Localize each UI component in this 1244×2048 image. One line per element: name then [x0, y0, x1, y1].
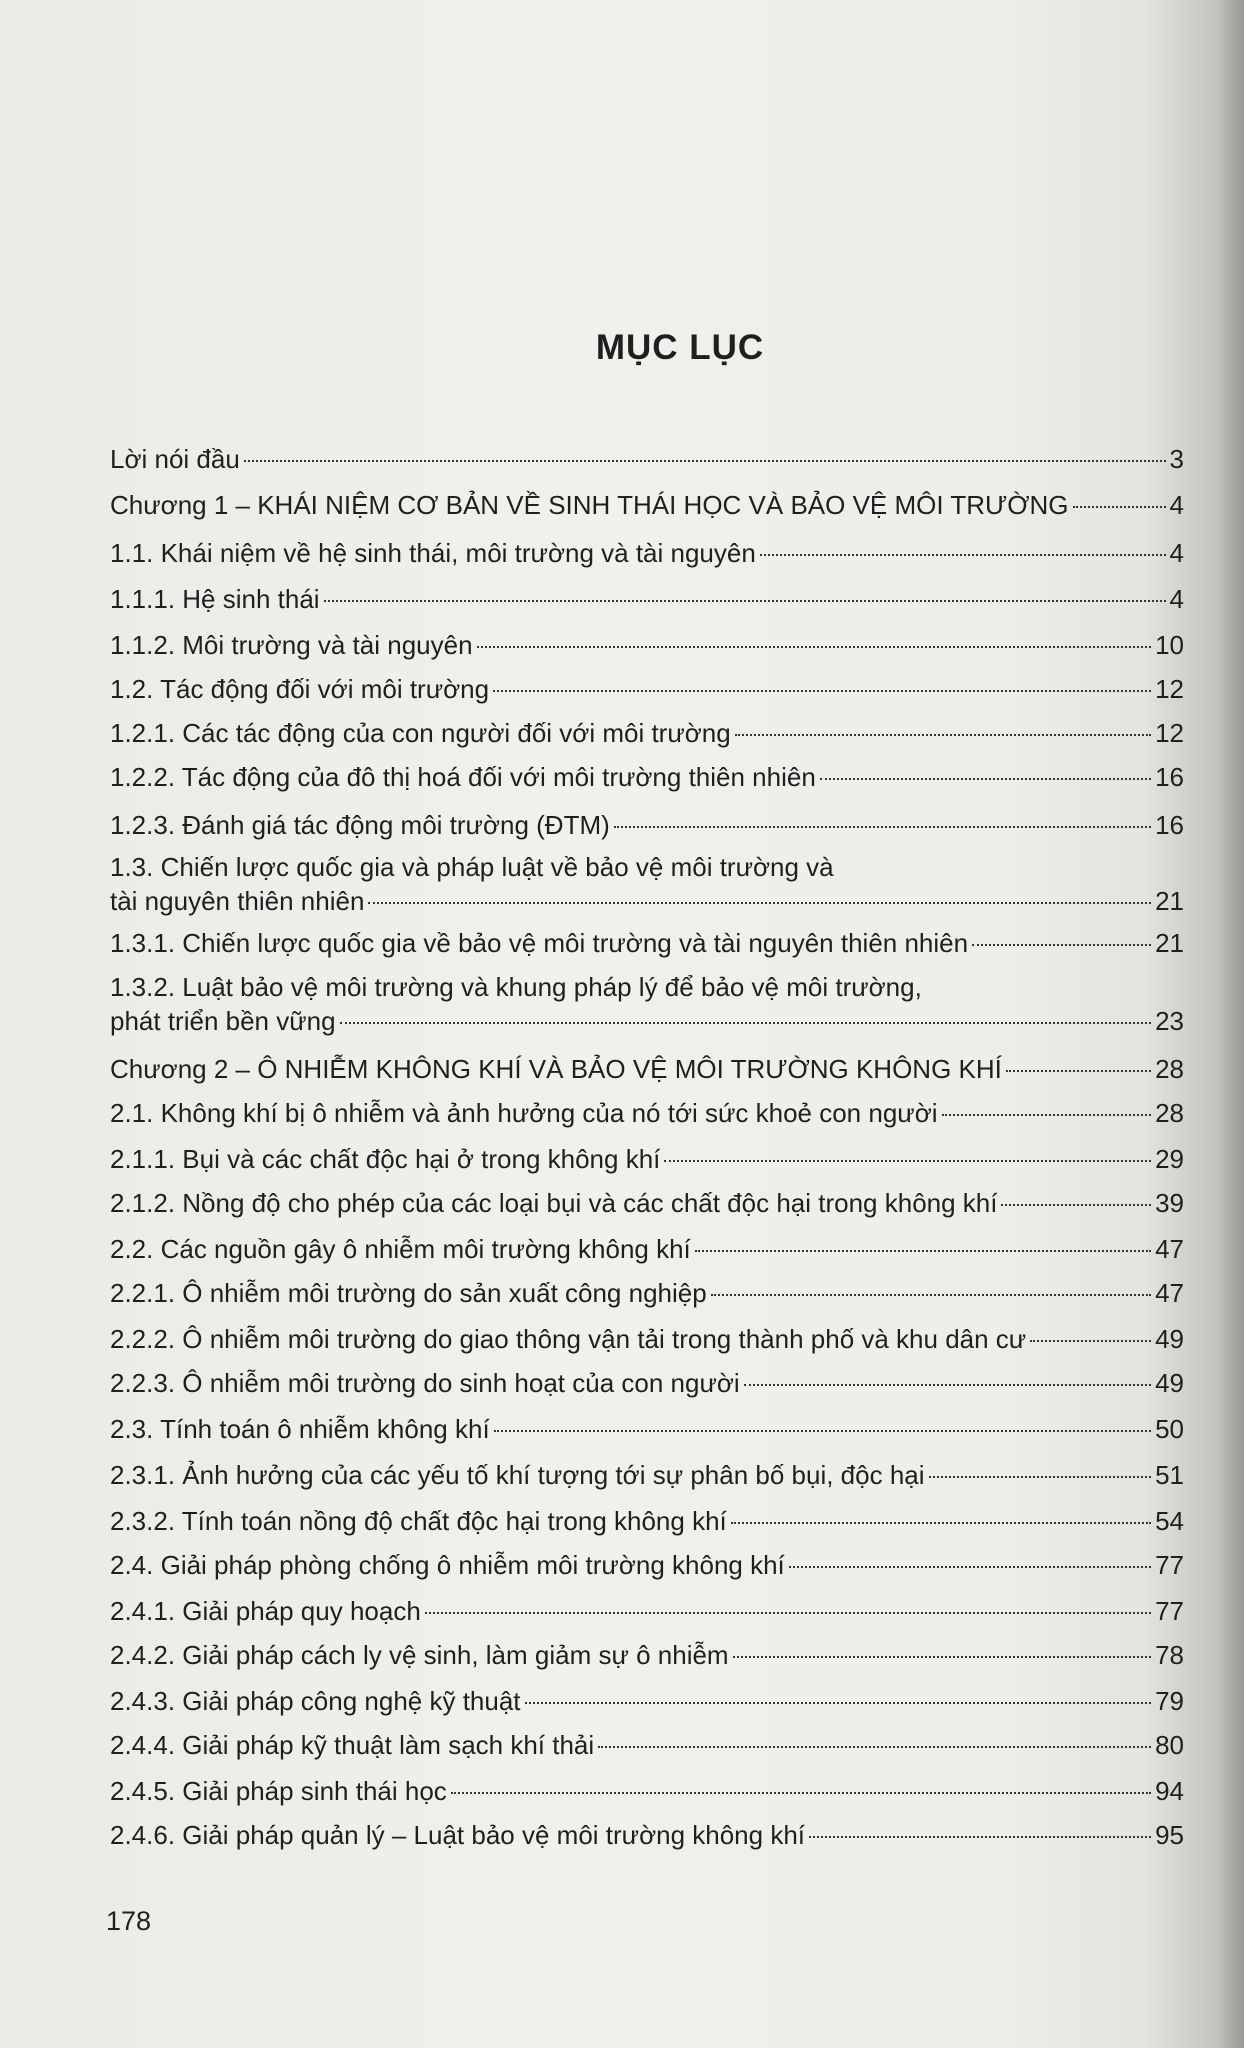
toc-entry-label: 2.3. Tính toán ô nhiễm không khí [110, 1414, 490, 1444]
toc-entry-page: 39 [1155, 1188, 1184, 1218]
dot-leader [525, 1702, 1152, 1704]
toc-entry-label: 2.1. Không khí bị ô nhiễm và ảnh hưởng của nó tới sức khoẻ con người [110, 1098, 938, 1128]
toc-entry-page: 16 [1155, 762, 1184, 792]
toc-entry-label: 1.2. Tác động đối với môi trường [110, 674, 490, 704]
dot-leader [733, 1656, 1151, 1658]
toc-entry-label: 1.2.2. Tác động của đô thị hoá đối với môi trường thiên nhiên [110, 762, 816, 792]
toc-entry-page: 23 [1155, 1006, 1184, 1036]
toc-entry-label: 2.2.3. Ô nhiễm môi trường do sinh hoạt của con người [110, 1368, 740, 1398]
toc-entry-page: 4 [1169, 490, 1184, 520]
page-title: MỤC LỤC [595, 328, 765, 367]
toc-entry-page: 49 [1155, 1368, 1184, 1398]
toc-entry-label: 2.1.1. Bụi và các chất độc hại ở trong không khí [110, 1144, 661, 1174]
dot-leader [929, 1476, 1152, 1478]
dot-leader [820, 778, 1151, 780]
dot-leader [972, 944, 1151, 946]
dot-leader [494, 1430, 1151, 1432]
dot-leader [664, 1160, 1151, 1162]
toc-entry-label: 2.3.1. Ảnh hưởng của các yếu tố khí tượng tới sự phân bố bụi, độc hại [110, 1460, 925, 1490]
toc-entry-label: 1.3.1. Chiến lược quốc gia về bảo vệ môi trường và tài nguyên thiên nhiên [110, 928, 969, 958]
toc-entry-page: 79 [1155, 1686, 1184, 1716]
toc-entry-page: 95 [1155, 1820, 1184, 1850]
dot-leader [760, 554, 1166, 556]
toc-entry-label: 1.2.1. Các tác động của con người đối với môi trường [110, 718, 731, 748]
dot-leader [695, 1250, 1151, 1252]
dot-leader [451, 1792, 1151, 1794]
toc-entry-label-continued: tài nguyên thiên nhiên [110, 886, 365, 916]
toc-entry-label: 2.4.4. Giải pháp kỹ thuật làm sạch khí thải [110, 1730, 595, 1760]
toc-entry-page: 50 [1155, 1414, 1184, 1444]
toc-entry-label-continued: phát triển bền vững [110, 1006, 336, 1036]
toc-entry-page: 16 [1155, 810, 1184, 840]
toc-entry-page: 29 [1155, 1144, 1184, 1174]
toc-entry-page: 12 [1155, 718, 1184, 748]
toc-entry-label: Chương 2 – Ô NHIỄM KHÔNG KHÍ VÀ BẢO VỆ MÔI TRƯỜNG KHÔNG KHÍ [110, 1054, 1002, 1084]
dot-leader [711, 1294, 1151, 1296]
dot-leader [493, 690, 1151, 692]
page-number: 178 [106, 1906, 152, 1936]
page-edge-shadow [1216, 0, 1244, 2048]
dot-leader [1001, 1204, 1151, 1206]
toc-entry-label: 2.4.1. Giải pháp quy hoạch [110, 1596, 421, 1626]
toc-entry-label: 1.3.2. Luật bảo vệ môi trường và khung pháp lý để bảo vệ môi trường, [110, 972, 922, 1002]
toc-entry-page: 12 [1155, 674, 1184, 704]
toc-entry-page: 28 [1155, 1054, 1184, 1084]
dot-leader [340, 1022, 1152, 1024]
toc-entry-page: 47 [1155, 1234, 1184, 1264]
dot-leader [789, 1566, 1151, 1568]
dot-leader [735, 734, 1151, 736]
toc-entry-label: 1.1.2. Môi trường và tài nguyên [110, 630, 473, 660]
toc-entry-label: 1.1.1. Hệ sinh thái [110, 584, 320, 614]
toc-entry-page: 49 [1155, 1324, 1184, 1354]
toc-entry-page: 21 [1155, 928, 1184, 958]
toc-entry-label: 2.4.3. Giải pháp công nghệ kỹ thuật [110, 1686, 521, 1716]
toc-entry-label: 2.4.5. Giải pháp sinh thái học [110, 1776, 447, 1806]
toc-entry-page: 4 [1169, 538, 1184, 568]
toc-entry-page: 77 [1155, 1596, 1184, 1626]
dot-leader [1030, 1340, 1151, 1342]
toc-entry-page: 80 [1155, 1730, 1184, 1760]
toc-entry-page: 78 [1155, 1640, 1184, 1670]
dot-leader [731, 1522, 1151, 1524]
dot-leader [244, 460, 1166, 462]
toc-entry-page: 51 [1155, 1460, 1184, 1490]
dot-leader [942, 1114, 1152, 1116]
toc-entry-label: 1.3. Chiến lược quốc gia và pháp luật về bảo vệ môi trường và [110, 852, 834, 882]
toc-entry-label: Chương 1 – KHÁI NIỆM CƠ BẢN VỀ SINH THÁI HỌC VÀ BẢO VỆ MÔI TRƯỜNG [110, 490, 1069, 520]
toc-entry-label: 2.4. Giải pháp phòng chống ô nhiễm môi trường không khí [110, 1550, 785, 1580]
toc-entry-page: 3 [1169, 444, 1184, 474]
dot-leader [1073, 506, 1166, 508]
dot-leader [744, 1384, 1151, 1386]
dot-leader [1006, 1070, 1151, 1072]
toc-entry-label: 2.2.1. Ô nhiễm môi trường do sản xuất công nghiệp [110, 1278, 707, 1308]
dot-leader [425, 1612, 1151, 1614]
toc-entry-page: 77 [1155, 1550, 1184, 1580]
toc-entry-label: 1.2.3. Đánh giá tác động môi trường (ĐTM) [110, 810, 610, 840]
toc-entry-label: 1.1. Khái niệm về hệ sinh thái, môi trường và tài nguyên [110, 538, 756, 568]
toc-entry-label: 2.2.2. Ô nhiễm môi trường do giao thông vận tải trong thành phố và khu dân cư [110, 1324, 1027, 1354]
dot-leader [368, 902, 1151, 904]
toc-entry-label: Lời nói đầu [110, 444, 240, 474]
toc-entry-label: 2.4.2. Giải pháp cách ly vệ sinh, làm giảm sự ô nhiễm [110, 1640, 729, 1670]
toc-entry-page: 28 [1155, 1098, 1184, 1128]
toc-entry-label: 2.2. Các nguồn gây ô nhiễm môi trường không khí [110, 1234, 691, 1264]
toc-entry-page: 47 [1155, 1278, 1184, 1308]
toc-entry-page: 4 [1169, 584, 1184, 614]
dot-leader [614, 826, 1151, 828]
toc-entry-page: 21 [1155, 886, 1184, 916]
dot-leader [324, 600, 1166, 602]
toc-entry-page: 10 [1155, 630, 1184, 660]
toc-entry-label: 2.3.2. Tính toán nồng độ chất độc hại trong không khí [110, 1506, 727, 1536]
toc-entry-page: 94 [1155, 1776, 1184, 1806]
toc-entry-label: 2.1.2. Nồng độ cho phép của các loại bụi và các chất độc hại trong không khí [110, 1188, 998, 1218]
toc-entry-page: 54 [1155, 1506, 1184, 1536]
dot-leader [809, 1836, 1151, 1838]
dot-leader [477, 646, 1152, 648]
dot-leader [598, 1746, 1151, 1748]
toc-entry-label: 2.4.6. Giải pháp quản lý – Luật bảo vệ môi trường không khí [110, 1820, 806, 1850]
